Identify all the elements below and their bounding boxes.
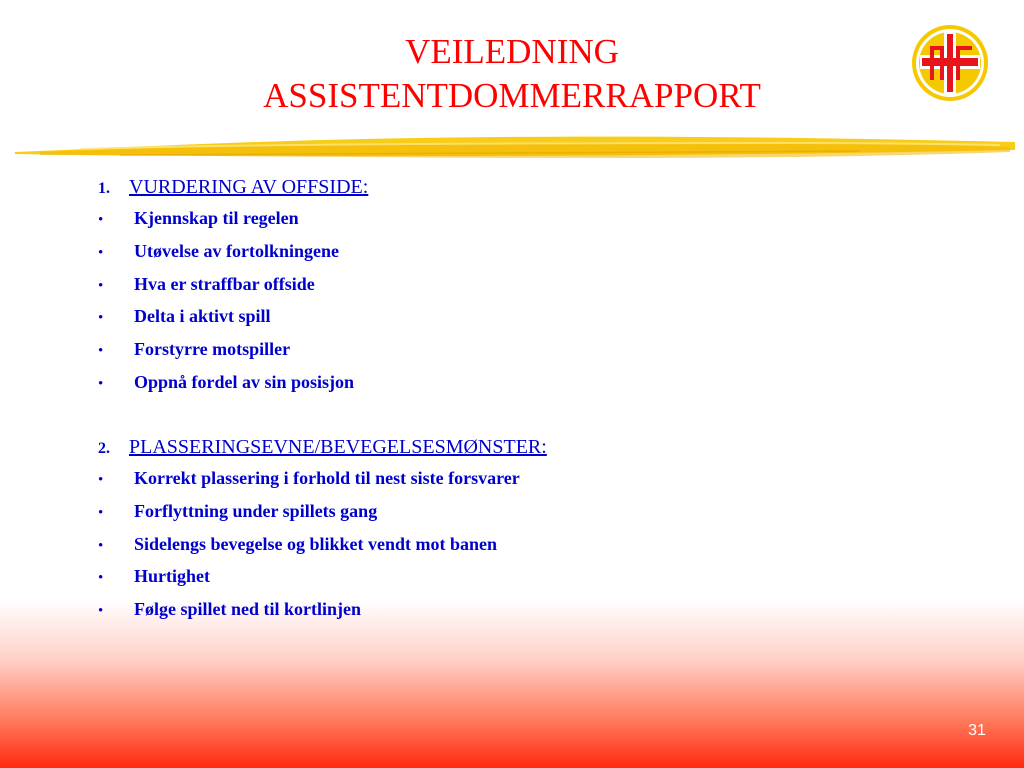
list-item: • Utøvelse av fortolkningene <box>98 240 339 261</box>
bullet-icon: • <box>98 570 104 587</box>
list-item: • Hurtighet <box>98 566 210 587</box>
section-number: 2. <box>98 440 110 457</box>
list-item: • Hva er straffbar offside <box>98 273 315 294</box>
list-item: • Korrekt plassering i forhold til nest siste forsvarer <box>98 468 520 488</box>
bullet-icon: • <box>98 244 104 261</box>
list-item: • Forflyttning under spillets gang <box>98 500 378 521</box>
list-item: • Kjennskap til regelen <box>98 208 299 228</box>
bullet-icon: • <box>98 603 104 620</box>
bullet-icon: • <box>98 375 104 392</box>
section-heading: PLASSERINGSEVNE/BEVEGELSESMØNSTER: <box>129 436 547 458</box>
section-1 <box>98 176 368 405</box>
bullet-icon: • <box>98 504 104 521</box>
bullet-icon: • <box>98 472 104 488</box>
list-item: • Forstyrre motspiller <box>98 339 291 360</box>
nff-logo-icon <box>910 22 990 104</box>
page-number: 31 <box>968 722 986 739</box>
list-item: • Følge spillet ned til kortlinjen <box>98 599 361 620</box>
section-2 <box>98 436 547 632</box>
list-item: • Oppnå fordel av sin posisjon <box>98 371 355 392</box>
yellow-brush-stroke <box>0 122 1024 172</box>
list-item: • Delta i aktivt spill <box>98 306 271 327</box>
slide-title <box>0 30 1024 118</box>
bullet-icon: • <box>98 212 104 228</box>
title-line-2: ASSISTENTDOMMERRAPPORT <box>263 76 761 115</box>
section-heading: VURDERING AV OFFSIDE: <box>129 176 369 198</box>
section-number: 1. <box>98 180 110 197</box>
bullet-icon: • <box>98 537 104 554</box>
list-item: • Sidelengs bevegelse og blikket vendt mot banen <box>98 533 498 554</box>
bullet-icon: • <box>98 310 104 327</box>
title-line-1: VEILEDNING <box>405 32 619 71</box>
bullet-icon: • <box>98 277 104 294</box>
bullet-icon: • <box>98 343 104 360</box>
